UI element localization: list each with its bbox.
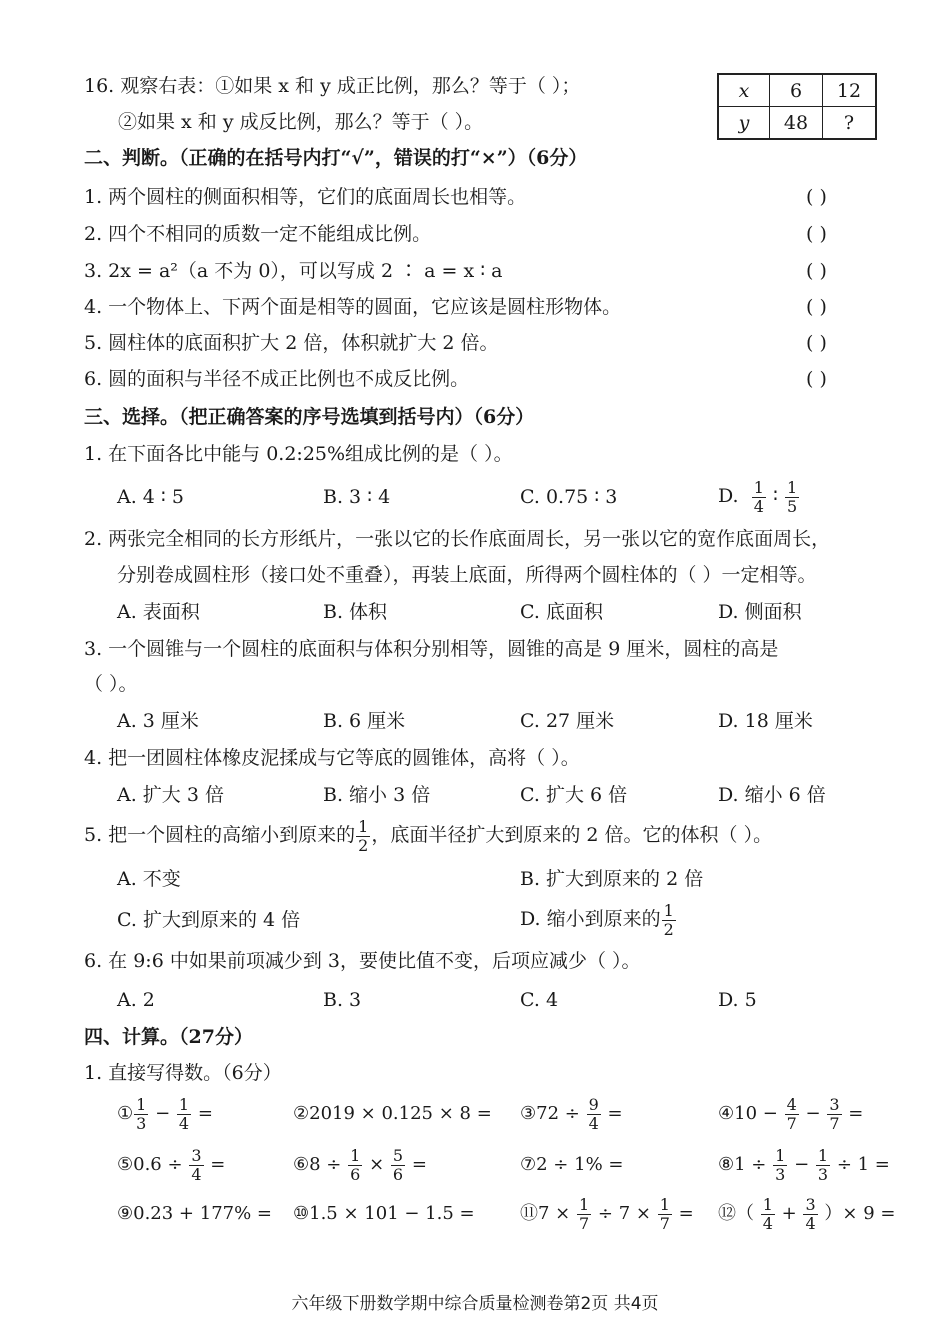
- fraction: [803, 1194, 817, 1233]
- choice-q1-option-b[interactable]: B. 3 ∶ 4: [323, 486, 391, 508]
- calc-text: ①: [117, 1103, 134, 1124]
- choice-q5-option-c[interactable]: C. 扩大到原来的 4 倍: [117, 909, 301, 931]
- choice-q1-option-c[interactable]: C. 0.75 ∶ 3: [520, 486, 618, 508]
- xy-table: [717, 73, 877, 140]
- answer-paren[interactable]: ( ): [806, 223, 827, 245]
- judge-item: 3. 2x = a²（a 不为 0），可以写成 2 ∶ a = x ∶ a: [84, 260, 503, 282]
- numerator: 1: [659, 1194, 670, 1214]
- calc-item-12: [718, 1194, 895, 1234]
- choice-q1-option-d[interactable]: [718, 476, 800, 516]
- numerator: 1: [775, 1145, 786, 1165]
- choice-q3-option-d[interactable]: D. 18 厘米: [718, 710, 813, 732]
- calc-text: ）× 9 =: [824, 1203, 896, 1224]
- operator: −: [155, 1103, 171, 1124]
- calc-sub1: 1. 直接写得数。（6分）: [84, 1062, 282, 1084]
- choice-q4-stem: 4. 把一团圆柱体橡皮泥揉成与它等底的圆锥体，高将（ ）。: [84, 747, 580, 769]
- choice-q2-option-d[interactable]: D. 侧面积: [718, 601, 802, 623]
- operator: ÷ 7 ×: [597, 1203, 651, 1224]
- fraction: [134, 1094, 148, 1133]
- page-footer: 六年级下册数学期中综合质量检测卷第2页 共4页: [291, 1294, 659, 1314]
- denominator: 7: [829, 1113, 840, 1133]
- table-cell: 48: [770, 107, 823, 140]
- calc-item-3: [520, 1094, 623, 1134]
- calc-heading: 四、计算。（27分）: [84, 1026, 253, 1048]
- table-cell: 6: [770, 74, 823, 107]
- fraction: [785, 477, 799, 516]
- denominator: 5: [786, 496, 798, 516]
- numerator: 1: [178, 1094, 190, 1114]
- choice-q6-option-a[interactable]: A. 2: [117, 989, 155, 1011]
- answer-paren[interactable]: ( ): [806, 186, 827, 208]
- answer-paren[interactable]: ( ): [806, 332, 827, 354]
- fraction: [348, 1145, 362, 1184]
- choice-q3-option-a[interactable]: A. 3 厘米: [117, 710, 199, 732]
- numerator: 3: [191, 1145, 202, 1165]
- table-cell: y: [718, 107, 770, 140]
- calc-item-2: ②2019 × 0.125 × 8 =: [293, 1103, 492, 1124]
- calc-item-11: [520, 1194, 694, 1234]
- stem-text: ，底面半径扩大到原来的 2 倍。它的体积（ ）。: [371, 824, 773, 846]
- judge-item: 6. 圆的面积与半径不成正比例也不成反比例。: [84, 368, 470, 390]
- numerator: 5: [392, 1145, 404, 1165]
- calc-text: ⑥8 ÷: [293, 1154, 342, 1175]
- denominator: 3: [817, 1164, 829, 1184]
- choice-q4-option-c[interactable]: C. 扩大 6 倍: [520, 784, 628, 806]
- table-row: [718, 74, 876, 107]
- calc-item-10: ⑩1.5 × 101 − 1.5 =: [293, 1203, 475, 1224]
- denominator: 4: [753, 496, 764, 516]
- fraction: [177, 1094, 191, 1133]
- choice-q4-option-d[interactable]: D. 缩小 6 倍: [718, 784, 826, 806]
- numerator: 1: [786, 477, 798, 497]
- denominator: 7: [659, 1213, 670, 1233]
- choice-heading: 三、选择。（把正确答案的序号选填到括号内）（6分）: [84, 406, 535, 428]
- numerator: 1: [817, 1145, 829, 1165]
- calc-item-8: [718, 1145, 890, 1185]
- fraction: [356, 816, 370, 855]
- fraction: [662, 900, 676, 939]
- choice-q5-option-d[interactable]: [520, 899, 677, 939]
- calc-text: =: [411, 1154, 427, 1175]
- fraction: [752, 477, 766, 516]
- calc-text: ⑤0.6 ÷: [117, 1154, 183, 1175]
- calc-text: =: [607, 1103, 623, 1124]
- denominator: 7: [786, 1113, 797, 1133]
- denominator: 3: [775, 1164, 786, 1184]
- calc-text: ÷ 1 =: [836, 1154, 890, 1175]
- q16-line1: 16. 观察右表：①如果 x 和 y 成正比例，那么？等于（ ）；: [84, 75, 581, 97]
- judge-heading: 二、判断。（正确的在括号内打“√”，错误的打“×”）（6分）: [84, 147, 588, 169]
- denominator: 4: [191, 1164, 202, 1184]
- calc-text: =: [210, 1154, 226, 1175]
- numerator: 1: [579, 1194, 590, 1214]
- fraction: [816, 1145, 830, 1184]
- calc-item-7: ⑦2 ÷ 1% =: [520, 1154, 624, 1175]
- fraction: [785, 1094, 799, 1133]
- stem-text: 5. 把一个圆柱的高缩小到原来的: [84, 824, 356, 846]
- answer-paren[interactable]: ( ): [806, 296, 827, 318]
- q16-line2: ②如果 x 和 y 成反比例，那么？等于（ ）。: [118, 111, 484, 133]
- operator: ×: [369, 1154, 385, 1175]
- denominator: 6: [350, 1164, 361, 1184]
- calc-text: ③72 ÷: [520, 1103, 580, 1124]
- table-cell: x: [718, 74, 770, 107]
- calc-text: ⑪7 ×: [520, 1203, 571, 1224]
- choice-q6-option-c[interactable]: C. 4: [520, 989, 559, 1011]
- fraction: [658, 1194, 672, 1233]
- fraction: [773, 1145, 787, 1184]
- operator: +: [781, 1203, 797, 1224]
- numerator: 1: [358, 816, 369, 836]
- table-cell: ?: [823, 107, 877, 140]
- denominator: 6: [392, 1164, 404, 1184]
- denominator: 4: [178, 1113, 190, 1133]
- calc-item-5: [117, 1145, 225, 1185]
- answer-paren[interactable]: ( ): [806, 260, 827, 282]
- operator: −: [794, 1154, 810, 1175]
- calc-item-9: ⑨0.23 + 177% =: [117, 1203, 273, 1224]
- fraction: [587, 1094, 601, 1133]
- fraction: [577, 1194, 591, 1233]
- choice-q3-stem-1: 3. 一个圆锥与一个圆柱的底面积与体积分别相等，圆锥的高是 9 厘米，圆柱的高是: [84, 638, 779, 660]
- choice-q1-stem: 1. 在下面各比中能与 0.2:25%组成比例的是（ ）。: [84, 443, 513, 465]
- numerator: 1: [136, 1094, 147, 1114]
- calc-item-1: [117, 1094, 213, 1134]
- numerator: 1: [753, 477, 764, 497]
- choice-q2-stem-1: 2. 两张完全相同的长方形纸片，一张以它的长作底面周长，另一张以它的宽作底面周长，: [84, 528, 831, 550]
- numerator: 1: [762, 1194, 773, 1214]
- calc-text: =: [197, 1103, 213, 1124]
- numerator: 3: [805, 1194, 816, 1214]
- calc-text: ⑧1 ÷: [718, 1154, 767, 1175]
- fraction: [189, 1145, 203, 1184]
- answer-paren[interactable]: ( ): [806, 368, 827, 390]
- calc-item-6: [293, 1145, 427, 1185]
- choice-q3-option-b[interactable]: B. 6 厘米: [323, 710, 406, 732]
- numerator: 9: [588, 1094, 599, 1114]
- choice-q6-option-b[interactable]: B. 3: [323, 989, 362, 1011]
- fraction: [761, 1194, 775, 1233]
- numerator: 4: [786, 1094, 797, 1114]
- choice-q3-option-c[interactable]: C. 27 厘米: [520, 710, 615, 732]
- operator: −: [805, 1103, 821, 1124]
- judge-item: 2. 四个不相同的质数一定不能组成比例。: [84, 223, 432, 245]
- option-d-prefix: D.: [718, 485, 739, 507]
- denominator: 2: [663, 919, 674, 939]
- choice-q3-stem-2: （ ）。: [84, 673, 138, 695]
- numerator: 3: [829, 1094, 840, 1114]
- ratio-sign: ∶: [772, 485, 778, 507]
- choice-q5-stem: [84, 815, 772, 855]
- calc-text: ⑫（: [718, 1203, 754, 1224]
- denominator: 4: [762, 1213, 773, 1233]
- judge-item: 5. 圆柱体的底面积扩大 2 倍，体积就扩大 2 倍。: [84, 332, 499, 354]
- calc-text: ④10 −: [718, 1103, 778, 1124]
- choice-q4-option-a[interactable]: A. 扩大 3 倍: [117, 784, 224, 806]
- choice-q6-option-d[interactable]: D. 5: [718, 989, 757, 1011]
- numerator: 1: [663, 900, 674, 920]
- choice-q5-option-a[interactable]: A. 不变: [117, 868, 181, 890]
- numerator: 1: [350, 1145, 361, 1165]
- judge-item: 4. 一个物体上、下两个面是相等的圆面，它应该是圆柱形物体。: [84, 296, 622, 318]
- choice-q4-option-b[interactable]: B. 缩小 3 倍: [323, 784, 431, 806]
- table-row: [718, 107, 876, 140]
- choice-q1-option-a[interactable]: A. 4 ∶ 5: [117, 486, 185, 508]
- choice-q5-option-b[interactable]: B. 扩大到原来的 2 倍: [520, 868, 704, 890]
- choice-q2-option-c[interactable]: C. 底面积: [520, 601, 603, 623]
- denominator: 2: [358, 835, 369, 855]
- calc-text: =: [678, 1203, 694, 1224]
- table-cell: 12: [823, 74, 877, 107]
- denominator: 3: [136, 1113, 147, 1133]
- denominator: 4: [588, 1113, 599, 1133]
- fraction: [827, 1094, 841, 1133]
- choice-q2-option-a[interactable]: A. 表面积: [117, 601, 200, 623]
- option-text: D. 缩小到原来的: [520, 908, 661, 930]
- calc-text: =: [848, 1103, 864, 1124]
- choice-q2-stem-2: 分别卷成圆柱形（接口处不重叠），再装上底面，所得两个圆柱体的（ ）一定相等。: [117, 564, 817, 586]
- fraction: [391, 1145, 405, 1184]
- judge-item: 1. 两个圆柱的侧面积相等，它们的底面周长也相等。: [84, 186, 527, 208]
- calc-item-4: [718, 1094, 863, 1134]
- denominator: 7: [579, 1213, 590, 1233]
- denominator: 4: [805, 1213, 816, 1233]
- choice-q2-option-b[interactable]: B. 体积: [323, 601, 388, 623]
- choice-q6-stem: 6. 在 9:6 中如果前项减少到 3，要使比值不变，后项应减少（ ）。: [84, 950, 641, 972]
